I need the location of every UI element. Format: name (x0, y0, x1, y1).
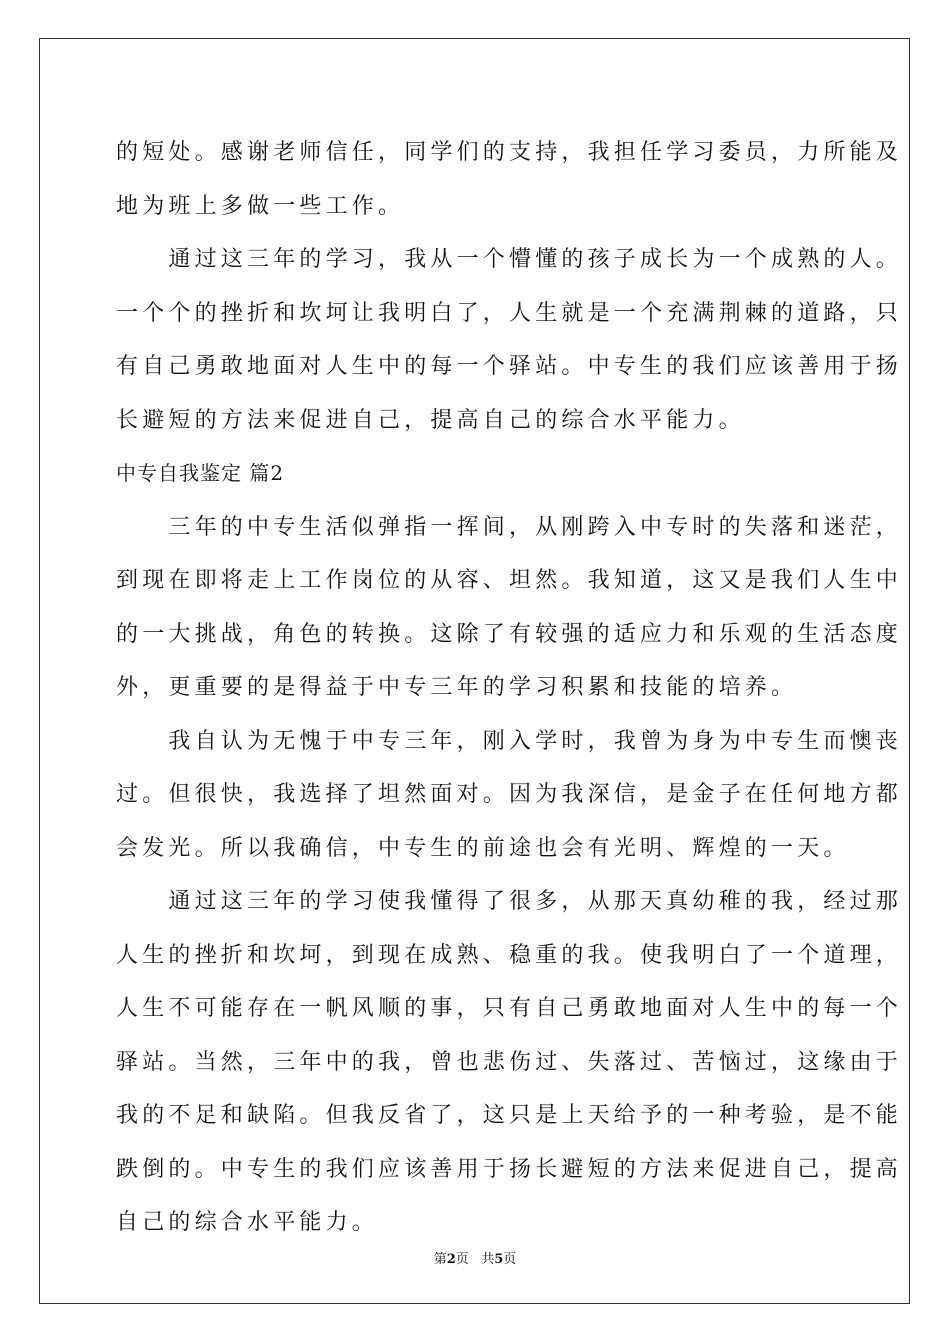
text-line: 一个个的挫折和坎坷让我明白了，人生就是一个充满荆棘的道路，只 (116, 300, 903, 326)
text-line: 跌倒的。中专生的我们应该善用于扬长避短的方法来促进自己，提高 (116, 1156, 903, 1182)
text-line: 地为班上多做一些工作。 (116, 193, 405, 219)
footer-spacer (469, 1252, 481, 1267)
section-heading: 中专自我鉴定 篇2 (116, 461, 285, 485)
text-line: 三年的中专生活似弹指一挥间，从刚跨入中专时的失落和迷茫， (116, 514, 903, 540)
text-line: 人生的挫折和坎坷，到现在成熟、稳重的我。使我明白了一个道理， (116, 942, 903, 968)
text-line: 我自认为无愧于中专三年，刚入学时，我曾为身为中专生而懊丧 (116, 728, 903, 754)
text-line: 过。但很快，我选择了坦然面对。因为我深信，是金子在任何地方都 (116, 782, 903, 807)
text-line: 我的不足和缺陷。但我反省了，这只是上天给予的一种考验，是不能 (116, 1103, 903, 1128)
text-line: 会发光。所以我确信，中专生的前途也会有光明、辉煌的一天。 (116, 835, 850, 861)
footer-page-prefix: 第 (433, 1252, 447, 1267)
footer-page-current: 2 (446, 1252, 456, 1267)
text-line: 驿站。当然，三年中的我，曾也悲伤过、失落过、苦恼过，这缘由于 (116, 1049, 903, 1075)
text-line: 通过这三年的学习，我从一个懵懂的孩子成长为一个成熟的人。 (116, 247, 903, 272)
text-line: 通过这三年的学习使我懂得了很多，从那天真幼稚的我，经过那 (116, 889, 903, 914)
text-line: 长避短的方法来促进自己，提高自己的综合水平能力。 (116, 407, 745, 433)
footer-total-suffix: 页 (503, 1252, 517, 1267)
text-line: 自己的综合水平能力。 (116, 1210, 379, 1235)
text-line: 外，更重要的是得益于中专三年的学习积累和技能的培养。 (116, 675, 798, 700)
page-footer (0, 1248, 950, 1267)
footer-total-prefix: 共 (481, 1252, 495, 1267)
text-line: 的短处。感谢老师信任，同学们的支持，我担任学习委员，力所能及 (116, 140, 903, 165)
footer-page-total: 5 (494, 1252, 504, 1267)
text-line: 有自己勇敢地面对人生中的每一个驿站。中专生的我们应该善用于扬 (116, 354, 903, 379)
document-body (116, 126, 903, 1250)
text-line: 人生不可能存在一帆风顺的事，只有自己勇敢地面对人生中的每一个 (116, 996, 903, 1021)
text-line: 到现在即将走上工作岗位的从容、坦然。我知道，这又是我们人生中 (116, 568, 903, 593)
footer-page-suffix: 页 (455, 1252, 469, 1267)
text-line: 的一大挑战，角色的转换。这除了有较强的适应力和乐观的生活态度 (116, 621, 903, 647)
